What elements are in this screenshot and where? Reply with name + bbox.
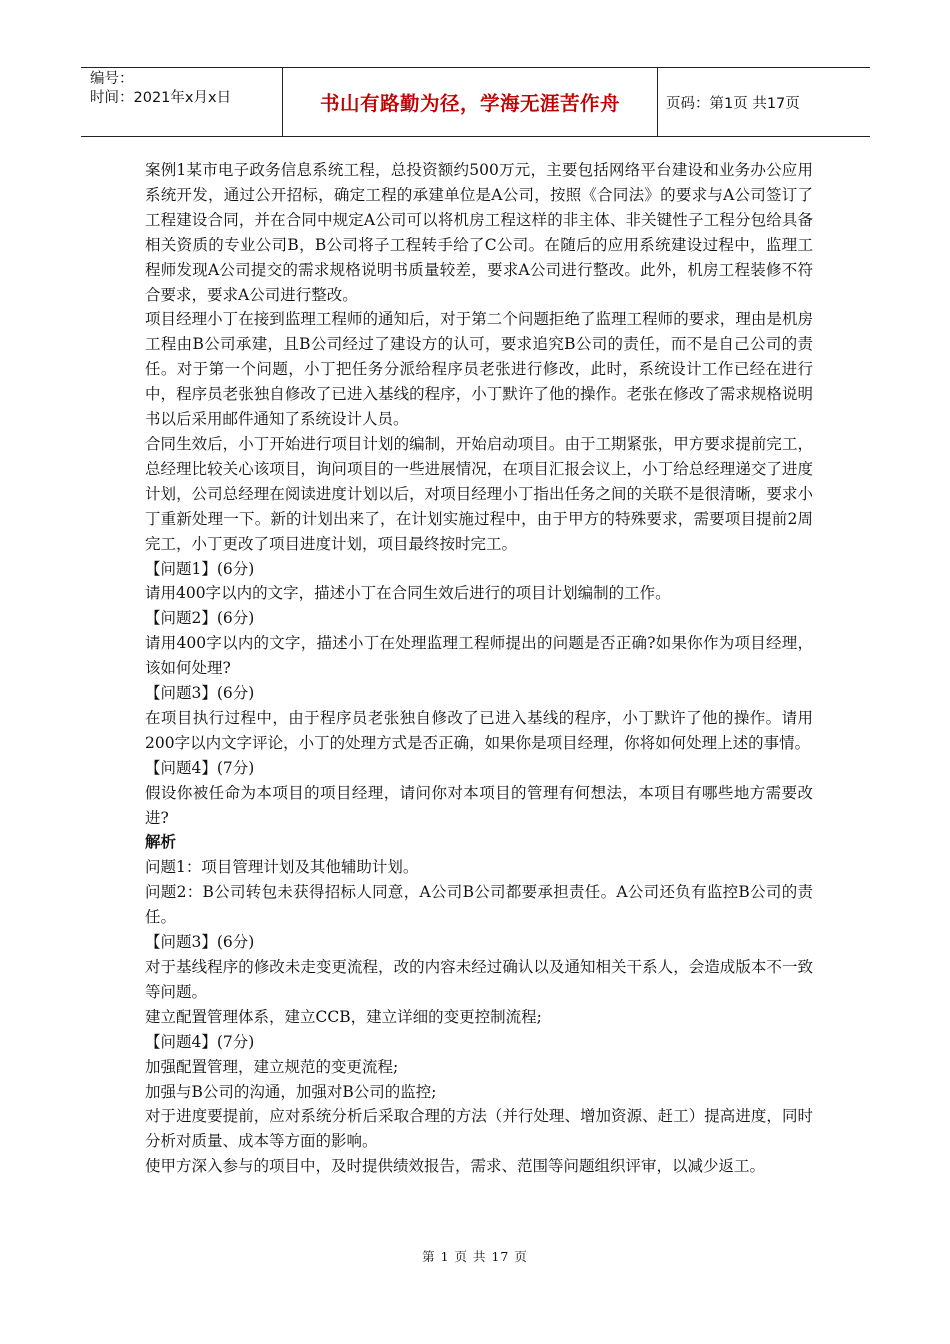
question-4-heading: 【问题4】(7分)	[145, 758, 255, 777]
question-1-heading: 【问题1】(6分)	[145, 559, 255, 578]
paragraph-case-intro: 案例1某市电子政务信息系统工程，总投资额约500万元，主要包括网络平台建设和业务办公应用系统开发，通过公开招标，确定工程的承建单位是A公司，按照《合同法》的要求与A公司签订了工程建设合同，并在合同中规定A公司可以将机房工程这样的非主体、非关键性子工程分包给具备相关资质的专业公司B，B公司将子工程转手给了C公司。在随后的应用系统建设过程中，监理工程师发现A公司提交的需求规格说明书质量较差，要求A公司进行整改。此外，机房工程装修不符合要求，要求A公司进行整改。	[145, 161, 813, 304]
answer-3-heading: 【问题3】(6分)	[145, 933, 255, 952]
answer-4-line-1: 加强配置管理，建立规范的变更流程;	[145, 1057, 399, 1076]
answer-4-line-3: 对于进度要提前，应对系统分析后采取合理的方法（并行处理、增加资源、赶工）提高进度，同时分析对质量、成本等方面的影响。	[145, 1107, 813, 1151]
header-motto: 书山有路勤为径，学海无涯苦作舟	[319, 92, 620, 115]
answer-4-line-2: 加强与B公司的沟通，加强对B公司的监控;	[145, 1082, 437, 1101]
document-number-label: 编号：	[90, 71, 134, 87]
question-3-heading: 【问题3】(6分)	[145, 684, 255, 703]
answer-3-line-1: 对于基线程序的修改未走变更流程，改的内容未经过确认以及通知相关干系人，会造成版本不一致等问题。	[145, 958, 813, 1001]
page-footer: 第 1 页 共 17 页	[422, 1249, 528, 1264]
question-2-heading: 【问题2】(6分)	[145, 609, 255, 628]
analysis-heading: 解析	[145, 833, 177, 852]
answer-4-line-4: 使甲方深入参与的项目中，及时提供绩效报告，需求、范围等问题组织评审，以减少返工。	[145, 1157, 766, 1176]
answer-1: 问题1：项目管理计划及其他辅助计划。	[145, 858, 419, 877]
paragraph-case-plan: 合同生效后，小丁开始进行项目计划的编制，开始启动项目。由于工期紧张，甲方要求提前完工，总经理比较关心该项目，询问项目的一些进展情况，在项目汇报会议上，小丁给总经理递交了进度计划，公司总经理在阅读进度计划以后，对项目经理小丁指出任务之间的关联不是很清晰，要求小丁重新处理一下。新的计划出来了，在计划实施过程中，由于甲方的特殊要求，需要项目提前2周完工，小丁更改了项目进度计划，项目最终按时完工。	[145, 434, 813, 553]
answer-3-line-2: 建立配置管理体系，建立CCB，建立详细的变更控制流程;	[145, 1007, 542, 1026]
question-2-text: 请用400字以内的文字，描述小丁在处理监理工程师提出的问题是否正确?如果你作为项目经理，该如何处理?	[145, 634, 813, 678]
answer-4-heading: 【问题4】(7分)	[145, 1032, 255, 1051]
question-3-text: 在项目执行过程中，由于程序员老张独自修改了已进入基线的程序，小丁默许了他的操作。请用200字以内文字评论，小丁的处理方式是否正确，如果你是项目经理，你将如何处理上述的事情。	[145, 708, 813, 752]
question-4-text: 假设你被任命为本项目的项目经理，请问你对本项目的管理有何想法，本项目有哪些地方需要改进?	[145, 783, 813, 827]
page-header	[81, 67, 870, 137]
document-body	[145, 158, 813, 1179]
document-date: 时间：2021年x月x日	[90, 90, 232, 106]
header-page-info: 页码：第1页 共17页	[666, 95, 800, 112]
paragraph-case-pm-response: 项目经理小丁在接到监理工程师的通知后，对于第二个问题拒绝了监理工程师的要求，理由是机房工程由B公司承建，且B公司经过了建设方的认可，要求追究B公司的责任，而不是自己公司的责任。对于第一个问题，小丁把任务分派给程序员老张进行修改，此时，系统设计工作已经在进行中，程序员老张独自修改了已进入基线的程序，小丁默许了他的操作。老张在修改了需求规格说明书以后采用邮件通知了系统设计人员。	[145, 310, 813, 429]
question-1-text: 请用400字以内的文字，描述小丁在合同生效后进行的项目计划编制的工作。	[145, 584, 671, 603]
answer-2: 问题2：B公司转包未获得招标人同意，A公司B公司都要承担责任。A公司还负有监控B公司的责任。	[145, 883, 813, 927]
header-divider	[657, 68, 658, 136]
header-meta	[90, 70, 280, 108]
